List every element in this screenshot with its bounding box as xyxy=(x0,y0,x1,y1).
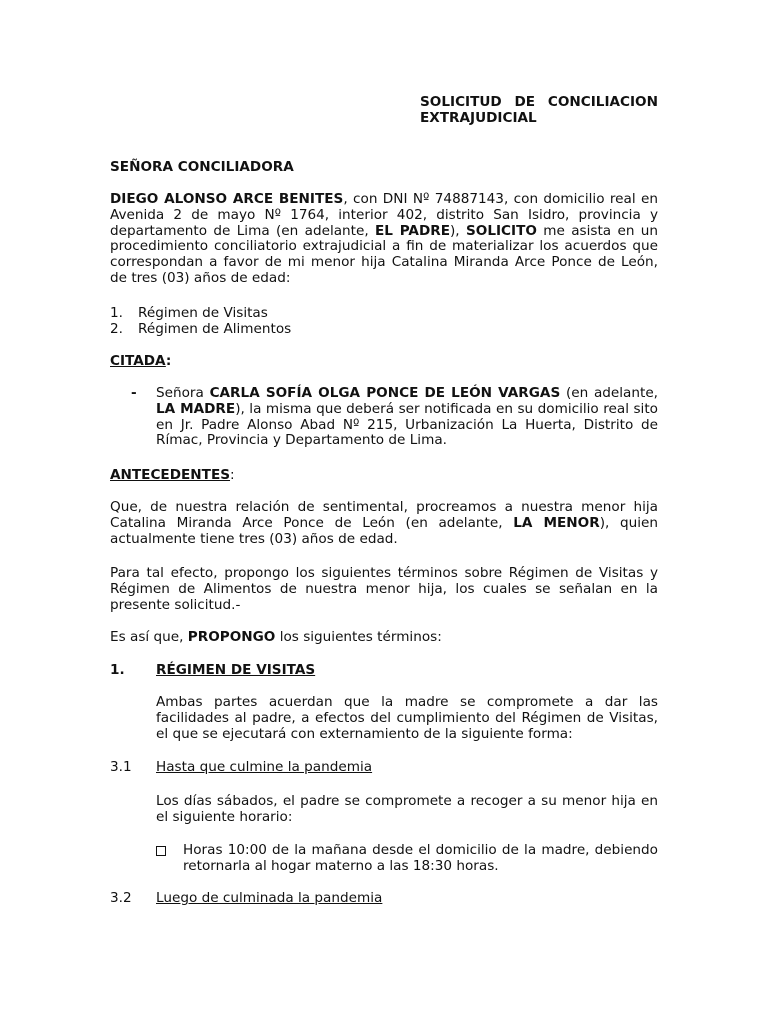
section-body: Ambas partes acuerdan que la madre se compromete a dar las facilidades al padre, a efectos del cumplimiento del Régimen de Visitas, el que se ejecutará con externamiento de la siguiente forma: xyxy=(156,694,658,742)
list-label: Régimen de Visitas xyxy=(138,305,268,321)
section-number: 1. xyxy=(110,662,125,678)
title-word: DE xyxy=(514,94,536,110)
dash-bullet: - xyxy=(131,385,137,401)
antecedentes-paragraph-1 xyxy=(110,500,658,547)
applicant-name: DIEGO ALONSO ARCE BENITES xyxy=(110,191,344,207)
antecedentes-paragraph-2: Para tal efecto, propongo los siguientes términos sobre Régimen de Visitas y Régimen de Alimentos de nuestra menor hija, los cuales se señalan en la presente solicitud.- xyxy=(110,565,658,613)
paragraph-text: los siguientes términos: xyxy=(275,629,442,645)
minor-label: LA MENOR xyxy=(513,514,600,531)
paragraph-text: Que, de nuestra relación de sentimental, procreamos a nuestra menor hija Catalina Miranda Arce Ponce de León (en adelante, xyxy=(110,499,658,531)
list-label: Régimen de Alimentos xyxy=(138,321,292,337)
citada-paragraph xyxy=(156,386,658,449)
document-title xyxy=(420,95,658,127)
citada-heading xyxy=(110,354,658,370)
bullet-text: Horas 10:00 de la mañana desde el domicilio de la madre, debiendo retornarla al hogar materno a las 18:30 horas. xyxy=(183,842,658,874)
citada-text: ), la misma que deberá ser notificada en su domicilio real sito en Jr. Padre Alonso Abad Nº 215, Urbanización La Huerta, Distrito de Rímac, Provincia y Departamento de Lima. xyxy=(156,400,658,449)
paragraph-text: ), quien actualmente tiene tres (03) años de edad. xyxy=(110,514,658,547)
title-word: CONCILIACION xyxy=(547,94,658,110)
citada-colon: : xyxy=(165,353,172,369)
list-item xyxy=(110,306,268,322)
antecedentes-heading xyxy=(110,468,658,484)
citada-heading-text: CITADA xyxy=(110,353,166,369)
paragraph-text: Es así que, xyxy=(110,629,188,645)
title-word: SOLICITUD xyxy=(420,94,502,110)
antecedentes-paragraph-3 xyxy=(110,630,658,646)
square-bullet-icon xyxy=(156,844,166,860)
list-number: 2. xyxy=(110,321,123,337)
intro-text: , con DNI Nº 74887143, con domicilio real en Avenida 2 de mayo Nº 1764, interior 402, distrito San Isidro, provincia y departamento de Lima (en adelante, xyxy=(110,191,658,239)
propongo-label: PROPONGO xyxy=(187,629,276,645)
citada-text: Señora xyxy=(156,385,210,401)
subsection-number: 3.1 xyxy=(110,759,132,775)
intro-paragraph xyxy=(110,192,658,287)
section-heading: RÉGIMEN DE VISITAS xyxy=(156,662,316,678)
antecedentes-heading-text: ANTECEDENTES xyxy=(110,467,231,483)
intro-text: ), xyxy=(450,222,466,239)
list-number: 1. xyxy=(110,305,123,321)
solicito-label: SOLICITO xyxy=(465,222,537,239)
citada-text: (en adelante, xyxy=(560,385,659,401)
mother-label: LA MADRE xyxy=(156,400,236,417)
title-line-2: EXTRAJUDICIAL xyxy=(420,109,537,126)
addressee: SEÑORA CONCILIADORA xyxy=(110,159,294,175)
father-label: EL PADRE xyxy=(375,222,450,239)
subsection-body: Los días sábados, el padre se compromete a recoger a su menor hija en el siguiente horario: xyxy=(156,793,658,825)
subsection-heading: Hasta que culmine la pandemia xyxy=(156,759,373,775)
intro-text: me asista en un procedimiento conciliatorio extrajudicial a fin de materializar los acuerdos que correspondan a favor de mi menor hija Catalina Miranda Arce Ponce de León, de tres (03) años de edad: xyxy=(110,222,659,286)
respondent-name: CARLA SOFÍA OLGA PONCE DE LEÓN VARGAS xyxy=(209,385,561,401)
subsection-heading: Luego de culminada la pandemia xyxy=(156,890,383,906)
antecedentes-colon: : xyxy=(230,467,235,483)
subsection-number: 3.2 xyxy=(110,890,132,906)
list-item xyxy=(110,322,291,338)
